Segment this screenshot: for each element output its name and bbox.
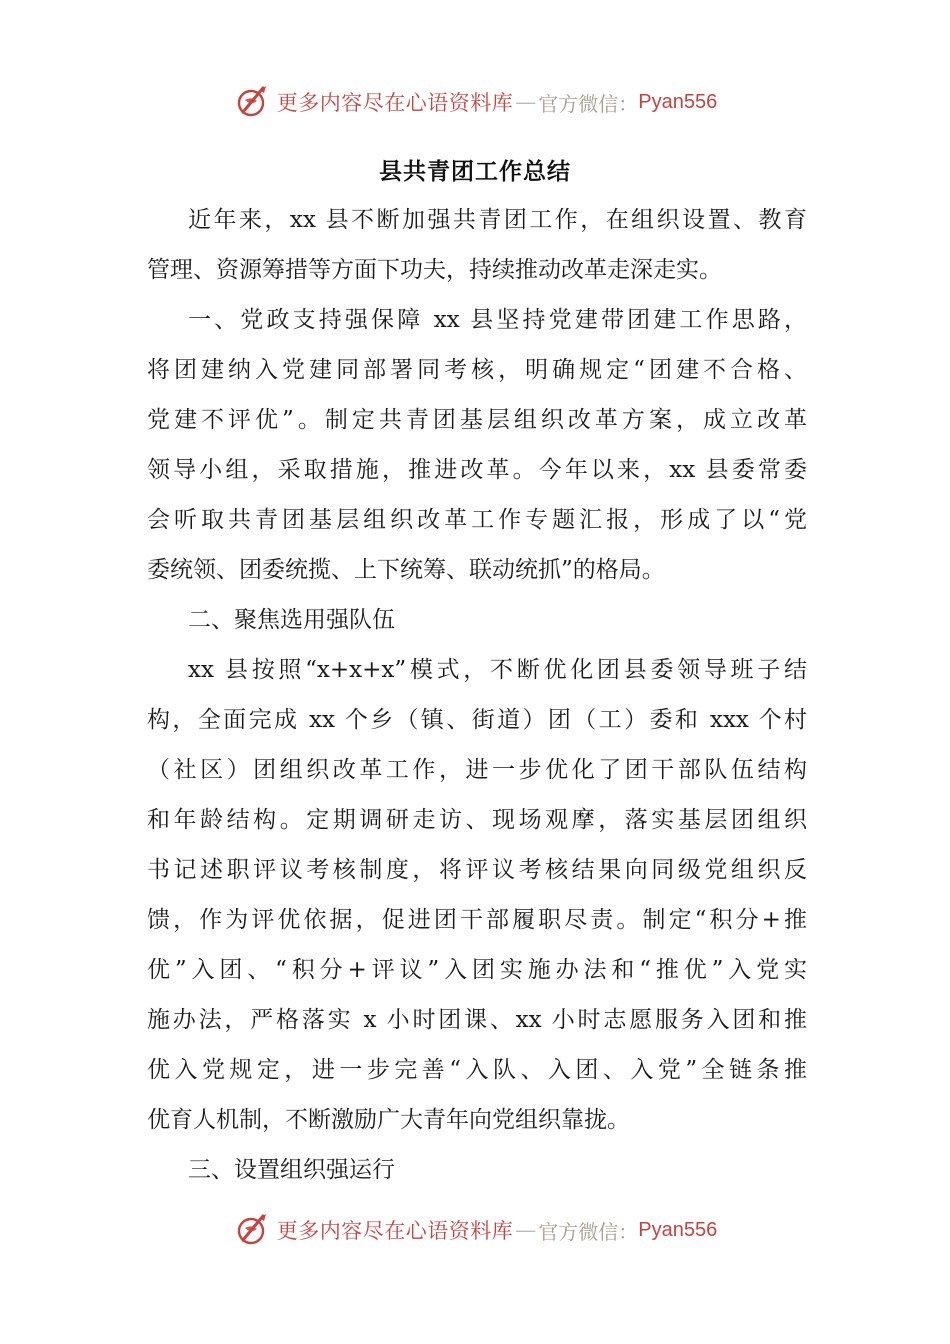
banner-wechat-id: Pyan556 [638,1218,718,1241]
paragraph-line: 施办法，严格落实 x 小时团课、xx 小时志愿服务入团和推 [147,1007,807,1033]
banner-separator: — [515,90,537,114]
paragraph-line: 馈，作为评优依据，促进团干部履职尽责。制定“积分+推 [147,907,807,933]
banner-wechat-label: 官方微信： [538,1219,639,1244]
section-heading: 三、设置组织强运行 [188,1157,395,1183]
paragraph-line: xx 县按照“x+x+x”模式，不断优化团县委领导班子结 [188,657,807,683]
banner-text: 更多内容尽在心语资料库 [276,91,514,115]
paragraph-line: 书记述职评议考核制度，将评议考核结果向同级党组织反 [147,857,807,883]
banner-wechat-label: 官方微信： [538,91,639,116]
pen-circle-logo-icon [233,1210,273,1250]
paragraph-line: 和年龄结构。定期调研走访、现场观摩，落实基层团组织 [147,807,807,833]
banner-wechat-id: Pyan556 [638,90,718,113]
paragraph-line: 管理、资源筹措等方面下功夫，持续推动改革走深走实。 [147,257,722,283]
paragraph-line: 党建不评优”。制定共青团基层组织改革方案，成立改革 [147,407,807,433]
paragraph-line: 一、党政支持强保障 xx 县坚持党建带团建工作思路， [188,307,807,333]
footer-watermark-banner [0,1208,950,1252]
paragraph-line: 委统领、团委统揽、上下统筹、联动统抓”的格局。 [147,557,665,583]
paragraph-line: 会听取共青团基层组织改革工作专题汇报，形成了以“党 [147,507,807,533]
paragraph-line: （社区）团组织改革工作，进一步优化了团干部队伍结构 [147,757,807,783]
document-title: 县共青团工作总结 [379,158,571,185]
banner-separator: — [515,1218,537,1242]
paragraph-line: 优育人机制，不断激励广大青年向党组织靠拢。 [147,1107,630,1133]
header-watermark-banner [0,80,950,124]
banner-text: 更多内容尽在心语资料库 [276,1219,514,1243]
pen-circle-logo-icon [233,82,273,122]
paragraph-line: 将团建纳入党建同部署同考核，明确规定“团建不合格、 [147,357,807,383]
paragraph-line: 领导小组，采取措施，推进改革。今年以来，xx 县委常委 [147,457,807,483]
section-heading: 二、聚焦选用强队伍 [188,607,395,633]
paragraph-line: 构，全面完成 xx 个乡（镇、街道）团（工）委和 xxx 个村 [147,707,807,733]
paragraph-line: 优入党规定，进一步完善“入队、入团、入党”全链条推 [147,1057,807,1083]
paragraph-line: 优”入团、“积分+评议”入团实施办法和“推优”入党实 [147,957,807,983]
paragraph-line: 近年来，xx 县不断加强共青团工作，在组织设置、教育 [188,207,807,233]
